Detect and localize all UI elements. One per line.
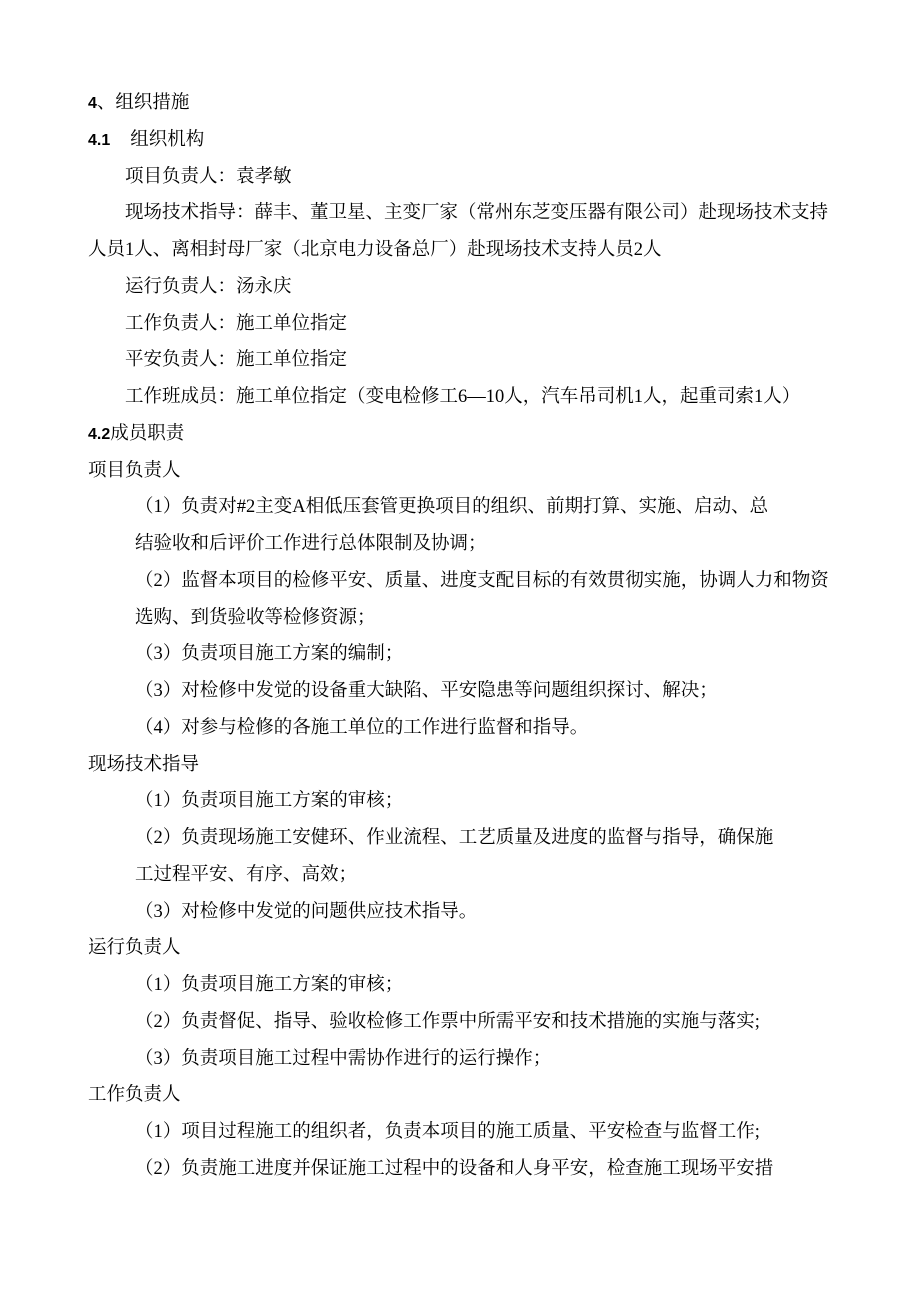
subsection-number: 4.1 [88, 131, 111, 149]
role-title-tech-guidance: 现场技术指导 [88, 754, 200, 775]
list-item-continuation: 工过程平安、有序、高效； [135, 864, 358, 885]
section-number: 4 [88, 95, 97, 112]
section-heading [0, 85, 920, 122]
tech-guidance-continuation: 人员1人、离相封母厂家（北京电力设备总厂）赴现场技术支持人员2人 [88, 240, 662, 260]
work-leader-line: 工作负责人：施工单位指定 [125, 313, 348, 334]
subsection-number: 4.2 [88, 425, 111, 443]
section-title: 、组织措施 [96, 93, 190, 113]
list-item-continuation: 选购、到货验收等检修资源； [135, 607, 376, 628]
project-leader-line: 项目负责人：袁孝敏 [125, 166, 292, 187]
list-item: （1）负责项目施工方案的审核； [135, 791, 404, 812]
subsection-heading-responsibilities [0, 416, 920, 453]
subsection-heading-organization [0, 122, 920, 159]
crew-members-line: 工作班成员：施工单位指定（变电检修工6—10人，汽车吊司机1人，起重司索1人） [125, 387, 801, 407]
list-item: （3）负责项目施工过程中需协作进行的运行操作； [135, 1048, 552, 1069]
list-item: （2）负责督促、指导、验收检修工作票中所需平安和技术措施的实施与落实; [135, 1011, 760, 1032]
list-item: （1）负责对#2主变A相低压套管更换项目的组织、前期打算、实施、启动、总 [135, 497, 769, 518]
list-item: （2）负责施工进度并保证施工过程中的设备和人身平安，检查施工现场平安措 [135, 1158, 774, 1179]
list-item: （3）对检修中发觉的设备重大缺陷、平安隐患等问题组织探讨、解决； [135, 681, 718, 701]
list-item: （4）对参与检修的各施工单位的工作进行监督和指导。 [135, 717, 589, 738]
subsection-title: 成员职责 [110, 423, 185, 444]
list-item: （1）负责项目施工方案的审核； [135, 975, 404, 995]
subsection-title: 组织机构 [130, 129, 205, 150]
safety-leader-line: 平安负责人：施工单位指定 [125, 350, 348, 371]
list-item: （1）项目过程施工的组织者，负责本项目的施工质量、平安检查与监督工作; [135, 1122, 760, 1142]
operation-leader-line: 运行负责人：汤永庆 [125, 276, 292, 297]
list-item: （2）监督本项目的检修平安、质量、进度支配目标的有效贯彻实施，协调人力和物资 [135, 570, 829, 591]
list-item: （3）负责项目施工方案的编制； [135, 644, 404, 665]
role-title-operation-leader: 运行负责人 [88, 938, 181, 959]
list-item: （3）对检修中发觉的问题供应技术指导。 [135, 901, 478, 922]
list-item: （2）负责现场施工安健环、作业流程、工艺质量及进度的监督与指导，确保施 [135, 828, 774, 848]
tech-guidance-line: 现场技术指导：薛丰、董卫星、主变厂家（常州东芝变压器有限公司）赴现场技术支持 [125, 203, 829, 224]
list-item-continuation: 结验收和后评价工作进行总体限制及协调； [135, 534, 487, 554]
role-title-work-leader: 工作负责人 [88, 1085, 181, 1106]
role-title-project-leader: 项目负责人 [88, 460, 181, 481]
